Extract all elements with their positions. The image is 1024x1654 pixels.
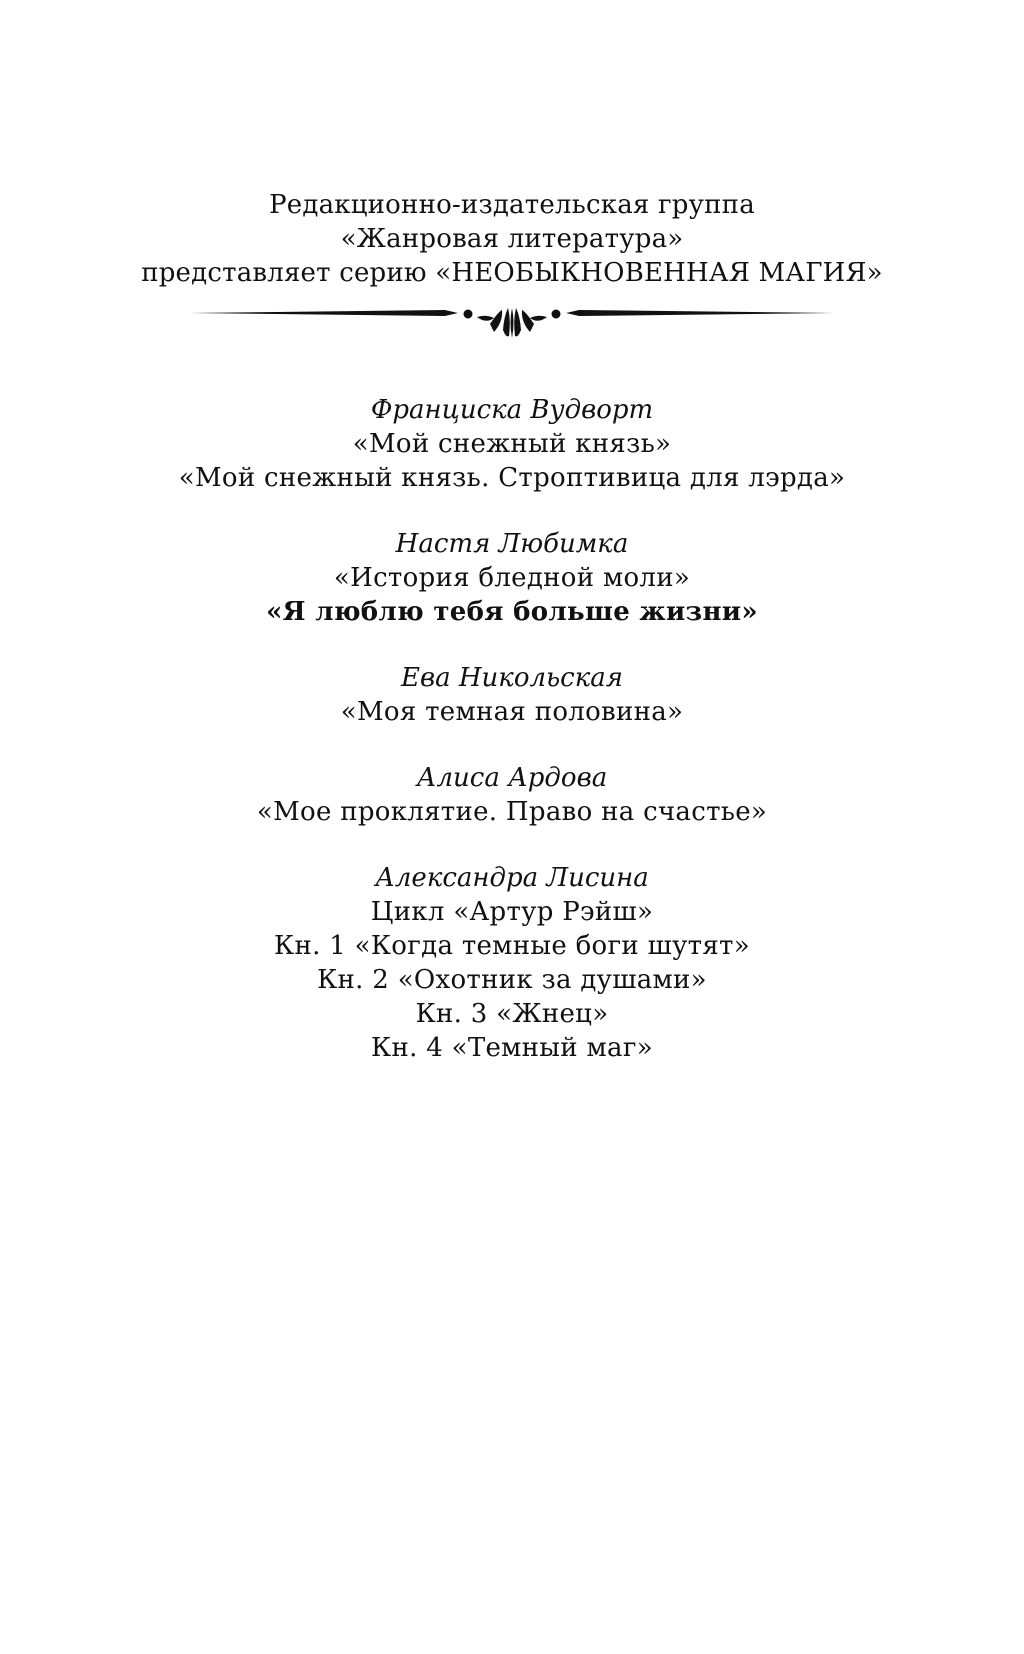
book-title: «Мой снежный князь»	[352, 429, 672, 459]
book-title: Кн. 4 «Темный маг»	[371, 1033, 653, 1063]
author-name: Алиса Ардова	[416, 763, 608, 793]
publisher-line: Редакционно-издательская группа	[269, 190, 755, 220]
series-header	[0, 188, 1024, 290]
book-title: «Мой снежный князь. Строптивица для лэрда»	[178, 463, 846, 493]
author-name: Настя Любимка	[395, 529, 629, 559]
author-entry	[0, 861, 1024, 1065]
book-title: Кн. 3 «Жнец»	[415, 999, 609, 1029]
author-entry	[0, 761, 1024, 829]
author-entry	[0, 393, 1024, 495]
book-title-current: «Я люблю тебя больше жизни»	[266, 597, 758, 627]
author-name: Ева Никольская	[401, 663, 623, 693]
author-entry	[0, 661, 1024, 729]
ornamental-divider-icon	[190, 308, 834, 358]
series-line: представляет серию «НЕОБЫКНОВЕННАЯ МАГИЯ»	[141, 258, 883, 288]
cycle-title: Цикл «Артур Рэйш»	[370, 897, 654, 927]
author-name: Франциска Вудворт	[370, 395, 654, 425]
book-title: «Моя темная половина»	[340, 697, 684, 727]
book-title: «Мое проклятие. Право на счастье»	[256, 797, 768, 827]
book-title: Кн. 1 «Когда темные боги шутят»	[274, 931, 750, 961]
imprint-line: «Жанровая литература»	[340, 224, 684, 254]
series-book-list	[0, 393, 1024, 1097]
book-title: Кн. 2 «Охотник за душами»	[317, 965, 707, 995]
book-title: «История бледной моли»	[333, 563, 691, 593]
author-entry	[0, 527, 1024, 629]
author-name: Александра Лисина	[375, 863, 649, 893]
